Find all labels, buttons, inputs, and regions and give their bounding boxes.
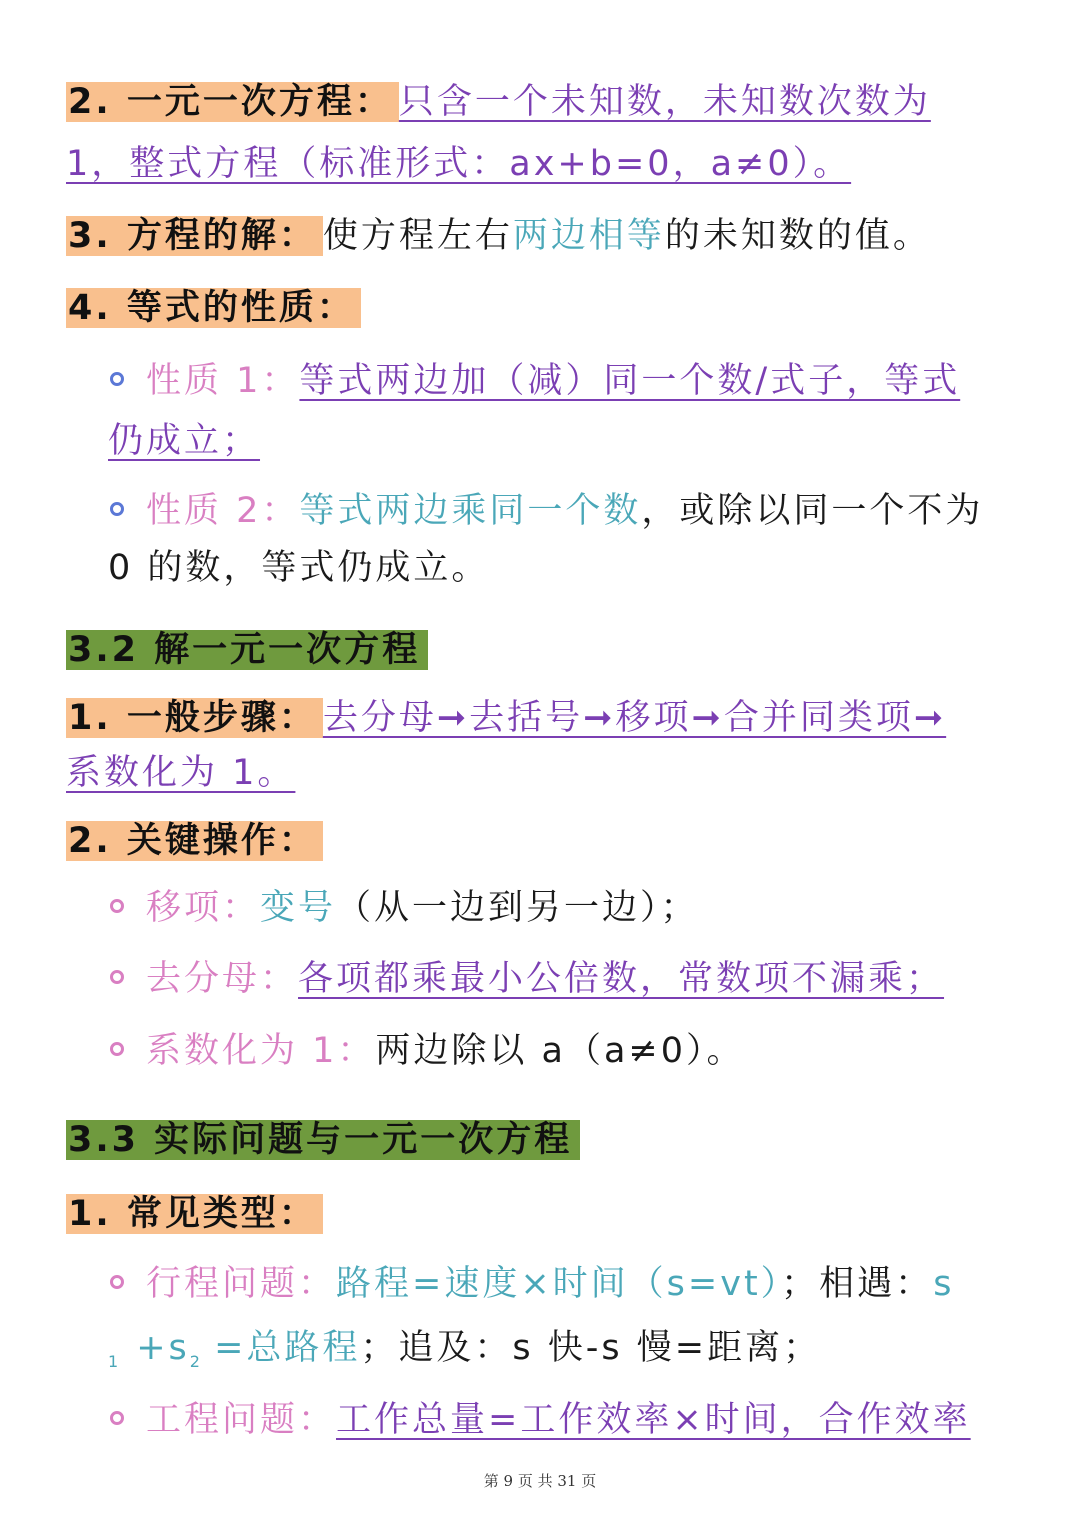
type1-sub1: 1 (108, 1352, 119, 1371)
item-properties (66, 282, 361, 334)
type1-meet-label: ；相遇： (781, 1264, 934, 1304)
type1-chase: ；追及：s 快-s 慢=距离； (360, 1328, 822, 1368)
ops-heading: 2. 关键操作： (66, 821, 323, 861)
op2-label: 去分母： (146, 959, 299, 999)
bullet-icon (110, 372, 124, 386)
steps-heading: 1. 一般步骤： (66, 698, 323, 738)
general-steps (66, 692, 946, 744)
bullet-icon (110, 1275, 124, 1289)
op1-label: 移项： (146, 888, 261, 928)
type1-s: s (933, 1264, 955, 1304)
section-3-2-title: 3.2 解一元一次方程 (66, 630, 428, 670)
op1-text-a: 变号 (260, 888, 337, 928)
key-operations (66, 815, 323, 867)
type2-label: 工程问题： (146, 1400, 337, 1440)
property-2-text-2: 0 的数，等式仍成立。 (108, 548, 490, 588)
item-solution (66, 210, 931, 262)
item-2-heading: 2. 一元一次方程： (66, 82, 399, 122)
type1-sub2: 2 (189, 1352, 200, 1371)
type2-text: 工作总量=工作效率×时间，合作效率 (336, 1400, 971, 1440)
common-types (66, 1188, 323, 1240)
type-travel (110, 1258, 954, 1310)
bullet-icon (110, 502, 124, 516)
property-1-line2 (108, 415, 260, 467)
property-1-text-2: 仍成立； (108, 421, 261, 461)
steps-text-2: 系数化为 1。 (66, 753, 296, 793)
type1-formula: 路程=速度×时间（s=vt） (336, 1264, 782, 1304)
op-clear-denominator (110, 953, 944, 1005)
property-2-label: 性质 2： (146, 491, 300, 531)
item-equation-definition (66, 76, 931, 128)
item-3-heading: 3. 方程的解： (66, 216, 323, 256)
type1-s2: +s (136, 1328, 190, 1368)
op2-text: 各项都乘最小公倍数，常数项不漏乘； (298, 959, 945, 999)
item-2-definition-part1: 只含一个未知数，未知数次数为 (398, 82, 931, 122)
type1-total: =总路程 (199, 1328, 361, 1368)
op3-text: 两边除以 a（a≠0）。 (375, 1031, 745, 1071)
bullet-icon (110, 1042, 124, 1056)
property-2-line2 (108, 542, 489, 594)
op-coefficient (110, 1025, 745, 1077)
item-2-definition-line2 (66, 138, 851, 190)
item-3-text-a: 使方程左右 (322, 216, 513, 256)
property-1-text: 等式两边加（减）同一个数/式子，等式 (299, 361, 961, 401)
op3-label: 系数化为 1： (146, 1031, 376, 1071)
item-2-definition-part2: 1，整式方程（标准形式：ax+b=0，a≠0）。 (66, 144, 852, 184)
item-3-text-c: 的未知数的值。 (664, 216, 931, 256)
op-move-term (110, 882, 699, 934)
type-work (110, 1394, 971, 1446)
type1-label: 行程问题： (146, 1264, 337, 1304)
page-footer: 第 9 页 共 31 页 (483, 1472, 597, 1490)
property-1-label: 性质 1： (146, 361, 300, 401)
op1-text-b: （从一边到另一边）； (336, 888, 699, 928)
property-1 (110, 355, 960, 407)
type-travel-line2 (108, 1322, 821, 1388)
bullet-icon (110, 899, 124, 913)
property-2-text-b: ，或除以同一个不为 (641, 491, 984, 531)
steps-text: 去分母➞去括号➞移项➞合并同类项➞ (322, 698, 947, 738)
section-3-3 (66, 1114, 580, 1166)
bullet-icon (110, 1411, 124, 1425)
item-4-heading: 4. 等式的性质： (66, 288, 361, 328)
types-heading: 1. 常见类型： (66, 1194, 323, 1234)
property-2 (110, 485, 983, 537)
section-3-3-title: 3.3 实际问题与一元一次方程 (66, 1120, 580, 1160)
property-2-text-a: 等式两边乘同一个数 (299, 491, 642, 531)
item-3-text-b: 两边相等 (512, 216, 665, 256)
section-3-2 (66, 624, 428, 676)
general-steps-line2 (66, 747, 295, 799)
bullet-icon (110, 970, 124, 984)
